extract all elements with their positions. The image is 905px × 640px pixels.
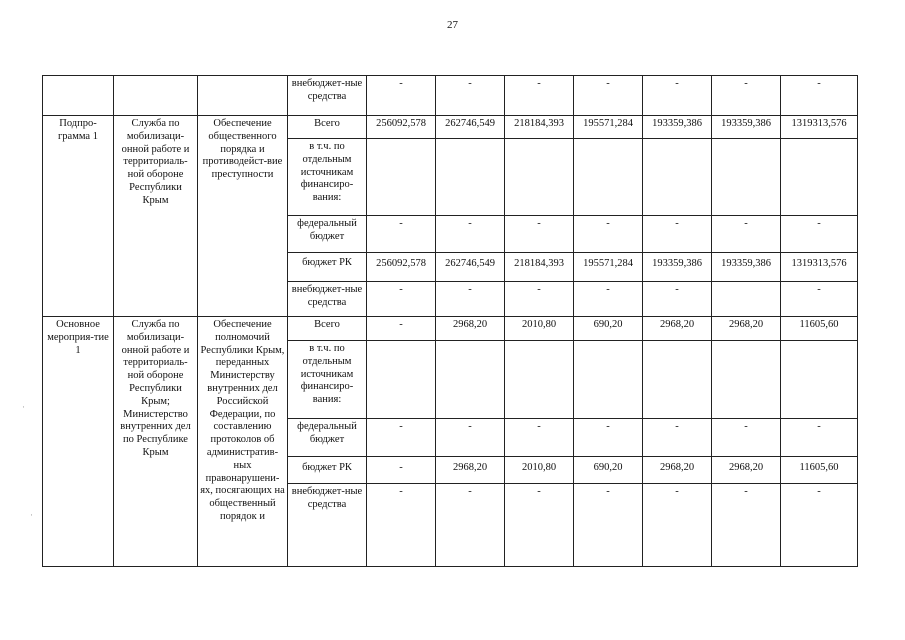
value-cell: - bbox=[367, 317, 436, 341]
value-cell: - bbox=[505, 76, 574, 116]
value-cell bbox=[367, 341, 436, 419]
value-cell: - bbox=[436, 282, 505, 317]
value-cell: 2968,20 bbox=[712, 317, 781, 341]
value-cell: - bbox=[643, 419, 712, 457]
value-cell bbox=[712, 341, 781, 419]
value-cell bbox=[574, 139, 643, 216]
value-cell bbox=[505, 341, 574, 419]
value-cell: - bbox=[712, 216, 781, 253]
table-row bbox=[43, 76, 858, 116]
value-cell: - bbox=[367, 216, 436, 253]
funding-source-cell: внебюджет-ные средства bbox=[288, 282, 367, 317]
value-cell: 193359,386 bbox=[643, 116, 712, 139]
value-cell bbox=[781, 341, 858, 419]
funding-source-cell: внебюджет-ные средства bbox=[288, 484, 367, 567]
value-cell: 2968,20 bbox=[643, 317, 712, 341]
value-cell: - bbox=[712, 419, 781, 457]
value-cell: - bbox=[505, 282, 574, 317]
table-row bbox=[43, 317, 858, 341]
value-cell: 1319313,576 bbox=[781, 116, 858, 139]
scan-speck: · bbox=[22, 402, 25, 412]
value-cell: - bbox=[574, 216, 643, 253]
value-cell: 2968,20 bbox=[712, 457, 781, 484]
table-row bbox=[43, 116, 858, 139]
value-cell bbox=[643, 139, 712, 216]
value-cell: 2968,20 bbox=[436, 457, 505, 484]
value-cell: 1319313,576 bbox=[781, 253, 858, 282]
value-cell: 195571,284 bbox=[574, 253, 643, 282]
name-cell: Обеспечение полномочий Республики Крым, переданных Министерству внутренних дел Российской Федерации, по составлению протоколов об административ-ных правонарушени-ях, посягающих на общественный порядок и bbox=[198, 317, 288, 567]
scan-speck: · bbox=[30, 510, 33, 520]
funding-source-cell: Всего bbox=[288, 317, 367, 341]
value-cell: - bbox=[367, 419, 436, 457]
funding-source-cell: в т.ч. по отдельным источникам финансиро-вания: bbox=[288, 139, 367, 216]
value-cell: - bbox=[436, 76, 505, 116]
value-cell: 2010,80 bbox=[505, 317, 574, 341]
value-cell: 690,20 bbox=[574, 317, 643, 341]
value-cell: - bbox=[781, 216, 858, 253]
value-cell: 262746,549 bbox=[436, 253, 505, 282]
value-cell: 193359,386 bbox=[712, 253, 781, 282]
value-cell: 2968,20 bbox=[643, 457, 712, 484]
value-cell: - bbox=[643, 282, 712, 317]
funding-source-cell: внебюджет-ные средства bbox=[288, 76, 367, 116]
page-number: 27 bbox=[447, 19, 458, 31]
value-cell bbox=[367, 139, 436, 216]
value-cell: - bbox=[367, 457, 436, 484]
value-cell: - bbox=[436, 419, 505, 457]
value-cell: - bbox=[781, 76, 858, 116]
value-cell: - bbox=[781, 419, 858, 457]
value-cell: - bbox=[367, 76, 436, 116]
value-cell bbox=[436, 139, 505, 216]
budget-table bbox=[42, 75, 858, 567]
value-cell: - bbox=[367, 484, 436, 567]
program-cell bbox=[43, 76, 114, 116]
value-cell: - bbox=[505, 216, 574, 253]
executor-cell: Служба по мобилизаци-онной работе и территориаль-ной обороне Республики Крым bbox=[114, 116, 198, 317]
value-cell: 2968,20 bbox=[436, 317, 505, 341]
value-cell: 11605,60 bbox=[781, 317, 858, 341]
value-cell: - bbox=[505, 419, 574, 457]
value-cell: - bbox=[712, 484, 781, 567]
value-cell: 11605,60 bbox=[781, 457, 858, 484]
funding-source-cell: бюджет РК bbox=[288, 457, 367, 484]
value-cell: - bbox=[505, 484, 574, 567]
value-cell bbox=[712, 139, 781, 216]
value-cell: - bbox=[436, 484, 505, 567]
name-cell bbox=[198, 76, 288, 116]
value-cell bbox=[643, 341, 712, 419]
value-cell: 2010,80 bbox=[505, 457, 574, 484]
value-cell: - bbox=[643, 484, 712, 567]
value-cell: - bbox=[367, 282, 436, 317]
value-cell bbox=[574, 341, 643, 419]
value-cell bbox=[505, 139, 574, 216]
value-cell: - bbox=[574, 484, 643, 567]
value-cell: 195571,284 bbox=[574, 116, 643, 139]
value-cell: 262746,549 bbox=[436, 116, 505, 139]
funding-source-cell: федеральный бюджет bbox=[288, 216, 367, 253]
value-cell: - bbox=[643, 216, 712, 253]
value-cell: - bbox=[574, 419, 643, 457]
value-cell: - bbox=[781, 484, 858, 567]
value-cell bbox=[712, 282, 781, 317]
value-cell: 256092,578 bbox=[367, 116, 436, 139]
value-cell: - bbox=[712, 76, 781, 116]
value-cell: 218184,393 bbox=[505, 253, 574, 282]
executor-cell: Служба по мобилизаци-онной работе и территориаль-ной обороне Республики Крым; Министерство внутренних дел по Республике Крым bbox=[114, 317, 198, 567]
value-cell: 690,20 bbox=[574, 457, 643, 484]
value-cell: 256092,578 bbox=[367, 253, 436, 282]
value-cell: 193359,386 bbox=[643, 253, 712, 282]
value-cell bbox=[436, 341, 505, 419]
value-cell: - bbox=[436, 216, 505, 253]
value-cell: - bbox=[643, 76, 712, 116]
funding-source-cell: федеральный бюджет bbox=[288, 419, 367, 457]
value-cell bbox=[781, 139, 858, 216]
value-cell: 218184,393 bbox=[505, 116, 574, 139]
value-cell: 193359,386 bbox=[712, 116, 781, 139]
value-cell: - bbox=[574, 282, 643, 317]
executor-cell bbox=[114, 76, 198, 116]
funding-source-cell: в т.ч. по отдельным источникам финансиро-вания: bbox=[288, 341, 367, 419]
funding-source-cell: бюджет РК bbox=[288, 253, 367, 282]
funding-source-cell: Всего bbox=[288, 116, 367, 139]
name-cell: Обеспечение общественного порядка и противодейст-вие преступности bbox=[198, 116, 288, 317]
value-cell: - bbox=[781, 282, 858, 317]
program-cell: Подпро-грамма 1 bbox=[43, 116, 114, 317]
program-cell: Основное мероприя-тие 1 bbox=[43, 317, 114, 567]
value-cell: - bbox=[574, 76, 643, 116]
